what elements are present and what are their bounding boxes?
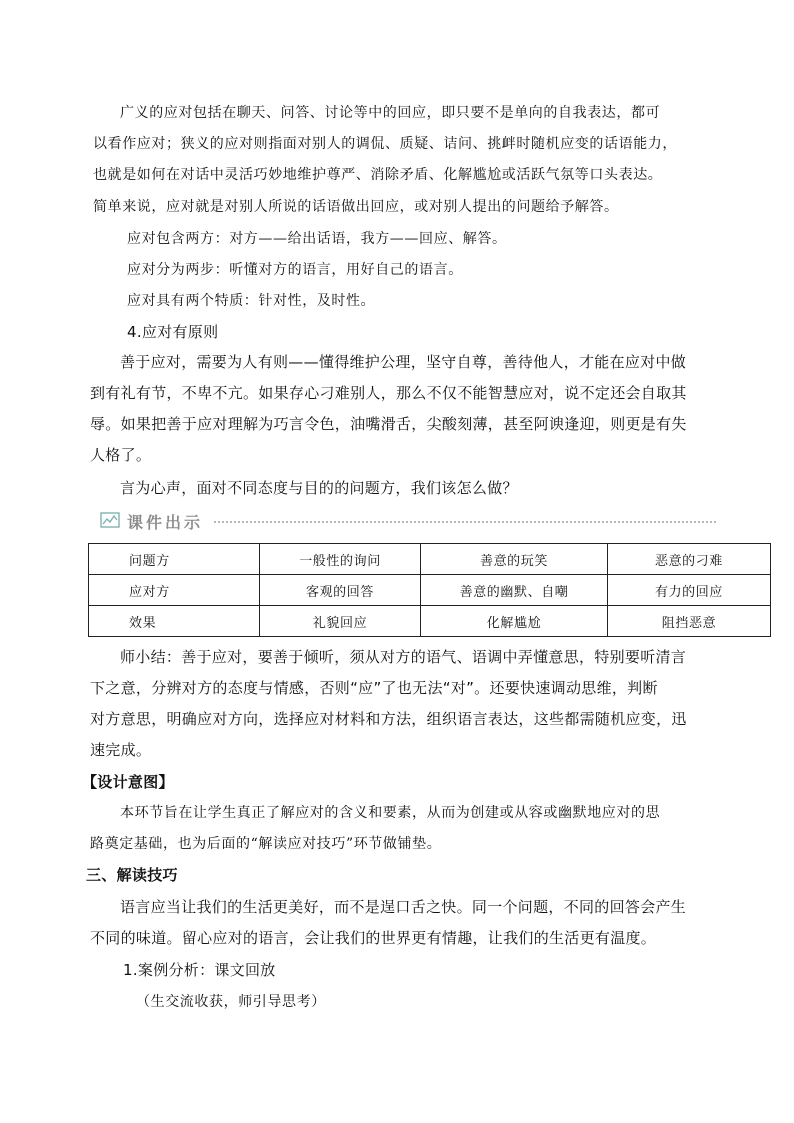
table-row — [89, 544, 771, 575]
banner-title: 课件出示 — [127, 513, 204, 532]
section4-line: 善于应对，需要为人有则——懂得维护公理，坚守自尊，善待他人，才能在应对中做 — [120, 353, 687, 371]
intro-line: 广义的应对包括在聊天、问答、讨论等中的回应，即只要不是单向的自我表达，都可 — [120, 105, 661, 121]
section4-line: 人格了。 — [90, 446, 152, 464]
table-cell: 礼貌回应 — [260, 606, 421, 637]
banner-divider — [214, 521, 716, 523]
table-cell: 恶意的刁难 — [608, 544, 771, 575]
section4-line: 辱。如果把善于应对理解为巧言令色，油嘴滑舌，尖酸刻薄，甚至阿谀逢迎，则更是有失 — [90, 415, 687, 433]
table-cell: 化解尴尬 — [421, 606, 608, 637]
table-cell: 善意的玩笑 — [421, 544, 608, 575]
design-intent-heading: 【设计意图】 — [82, 773, 174, 791]
point-two-parties: 应对包含两方：对方——给出话语，我方——回应、解答。 — [127, 231, 507, 247]
table-cell: 一般性的询问 — [260, 544, 421, 575]
table-cell: 效果 — [89, 606, 260, 637]
intro-line: 以看作应对；狭义的应对则指面对别人的调侃、质疑、诘问、挑衅时随机应变的话语能力， — [93, 136, 677, 152]
table-cell: 善意的幽默、自嘲 — [421, 575, 608, 606]
table-row — [89, 606, 771, 637]
section3-line: 语言应当让我们的生活更美好，而不是逞口舌之快。同一个问题，不同的回答会产生 — [120, 898, 687, 916]
table-cell: 应对方 — [89, 575, 260, 606]
courseware-banner — [100, 510, 716, 534]
table-cell: 客观的回答 — [260, 575, 421, 606]
point-two-traits: 应对具有两个特质：针对性，及时性。 — [127, 293, 376, 309]
point-two-steps: 应对分为两步：听懂对方的语言，用好自己的语言。 — [127, 262, 463, 278]
table-row — [89, 575, 771, 606]
section3-subheading: 1.案例分析：课文回放 — [123, 961, 276, 979]
summary-line: 对方意思，明确应对方向，选择应对材料和方法，组织语言表达，这些都需随机应变，迅 — [90, 710, 687, 728]
summary-line: 速完成。 — [90, 741, 152, 759]
table-cell: 有力的回应 — [608, 575, 771, 606]
table-cell: 问题方 — [89, 544, 260, 575]
section4-heading: 4.应对有原则 — [127, 323, 219, 341]
design-intent-line: 路奠定基础，也为后面的“解读应对技巧”环节做铺垫。 — [90, 836, 442, 852]
summary-line: 下之意，分辨对方的态度与情感，否则“应”了也无法“对”。还要快速调动思维，判断 — [90, 679, 658, 697]
response-table — [88, 543, 771, 637]
section4-question: 言为心声，面对不同态度与目的的问题方，我们该怎么做？ — [120, 479, 518, 497]
section3-note: （生交流收获，师引导思考） — [136, 994, 326, 1010]
section3-line: 不同的味道。留心应对的语言，会让我们的世界更有情趣，让我们的生活更有温度。 — [90, 929, 657, 947]
section4-line: 到有礼有节，不卑不亢。如果存心刁难别人，那么不仅不能智慧应对，说不定还会自取其 — [90, 384, 687, 402]
table-cell: 阻挡恶意 — [608, 606, 771, 637]
section3-heading: 三、解读技巧 — [86, 866, 178, 884]
design-intent-line: 本环节旨在让学生真正了解应对的含义和要素，从而为创建或从容或幽默地应对的思 — [120, 805, 661, 821]
intro-line: 简单来说，应对就是对别人所说的话语做出回应，或对别人提出的问题给予解答。 — [93, 199, 619, 215]
summary-line: 师小结：善于应对，要善于倾听，须从对方的语气、语调中弄懂意思，特别要听清言 — [120, 648, 687, 666]
chart-icon — [100, 512, 120, 530]
intro-line: 也就是如何在对话中灵活巧妙地维护尊严、消除矛盾、化解尴尬或活跃气氛等口头表达。 — [93, 167, 663, 183]
